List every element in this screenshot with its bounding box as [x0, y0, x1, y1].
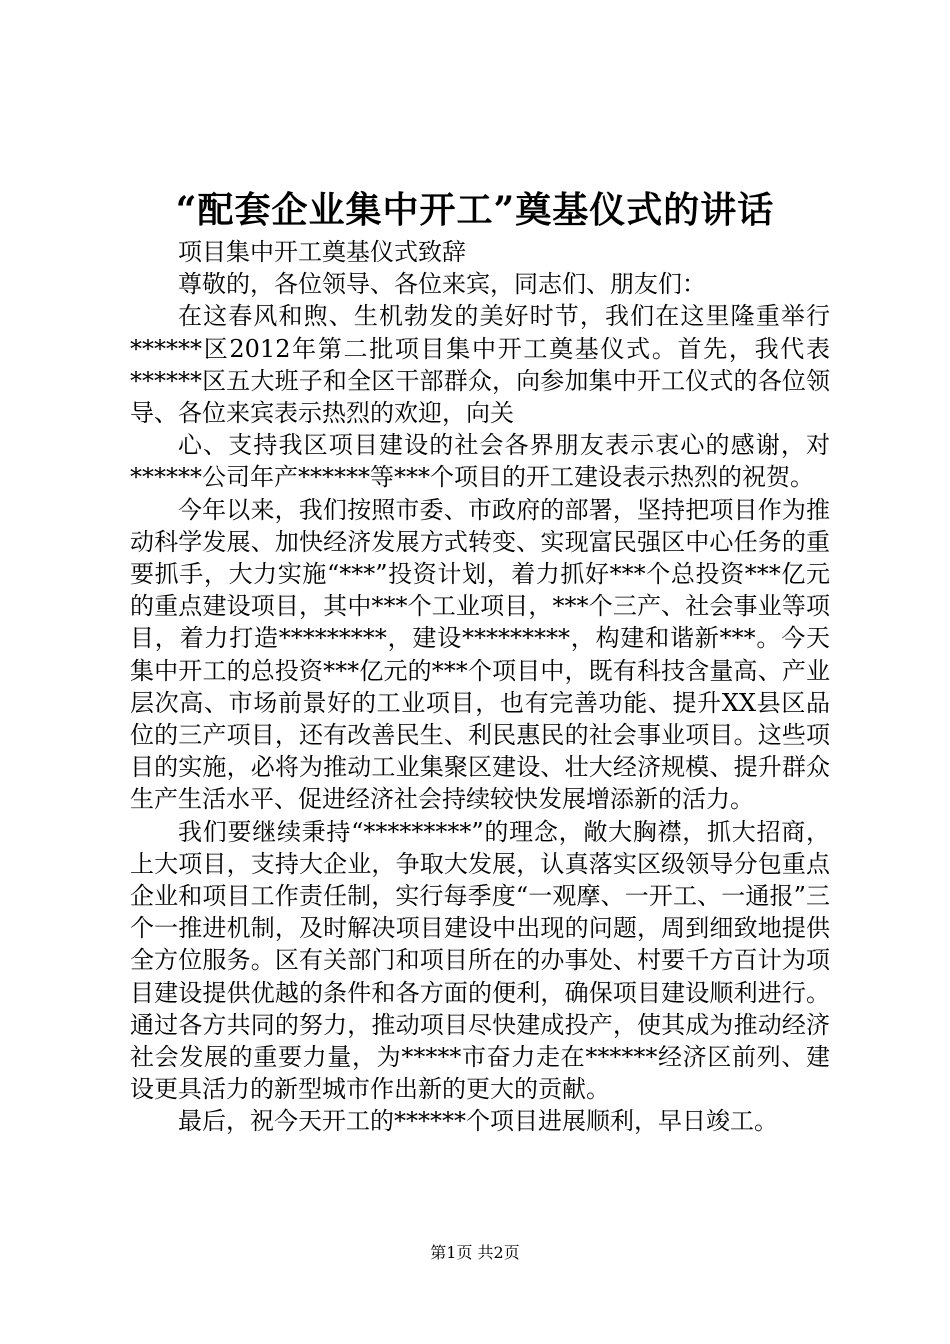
document-body — [130, 236, 830, 1138]
paragraph-thanks: 心、支持我区项目建设的社会各界朋友表示衷心的感谢，对******公司年产******等***个项目的开工建设表示热烈的祝贺。 — [130, 431, 830, 492]
page-footer: 第1页 共2页 — [430, 1243, 520, 1262]
paragraph-salutation: 尊敬的，各位领导、各位来宾，同志们、朋友们： — [178, 270, 706, 299]
paragraph-subtitle: 项目集中开工奠基仪式致辞 — [178, 238, 466, 266]
document-title: “配套企业集中开工”奠基仪式的讲话 — [175, 189, 775, 231]
paragraph-progress: 今年以来，我们按照市委、市政府的部署，坚持把项目作为推动科学发展、加快经济发展方式转变、实现富民强区中心任务的重要抓手，大力实施“***”投资计划，着力抓好***个总投资***亿元的重点建设项目，其中***个工业项目，***个三产、社会事业等项目，着力打造*********，建设*********，构建和谐新***。今天集中开工的总投资***亿元的***个项目中，既有科技含量高、产业层次高、市场前景好的工业项目，也有完善功能、提升XX县区品位的三产项目，还有改善民生、利民惠民的社会事业项目。这些项目的实施，必将为推动工业集聚区建设、壮大经济规模、提升群众生产生活水平、促进经济社会持续较快发展增添新的活力。 — [130, 495, 830, 814]
paragraph-opening: 在这春风和煦、生机勃发的美好时节，我们在这里隆重举行******区2012年第二批项目集中开工奠基仪式。首先，我代表******区五大班子和全区干部群众，向参加集中开工仪式的各位领导、各位来宾表示热烈的欢迎，向关 — [130, 302, 830, 428]
paragraph-closing: 最后，祝今天开工的******个项目进展顺利，早日竣工。 — [178, 1107, 778, 1136]
paragraph-commitment: 我们要继续秉持“*********”的理念，敞大胸襟，抓大招商，上大项目，支持大企业，争取大发展，认真落实区级领导分包重点企业和项目工作责任制，实行每季度“一观摩、一开工、一通报”三个一推进机制，及时解决项目建设中出现的问题，周到细致地提供全方位服务。区有关部门和项目所在的办事处、村要千方百计为项目建设提供优越的条件和各方面的便利，确保项目建设顺利进行。通过各方共同的努力，推动项目尽快建成投产，使其成为推动经济社会发展的重要力量，为*****市奋力走在******经济区前列、建设更具活力的新型城市作出新的更大的贡献。 — [130, 817, 830, 1104]
